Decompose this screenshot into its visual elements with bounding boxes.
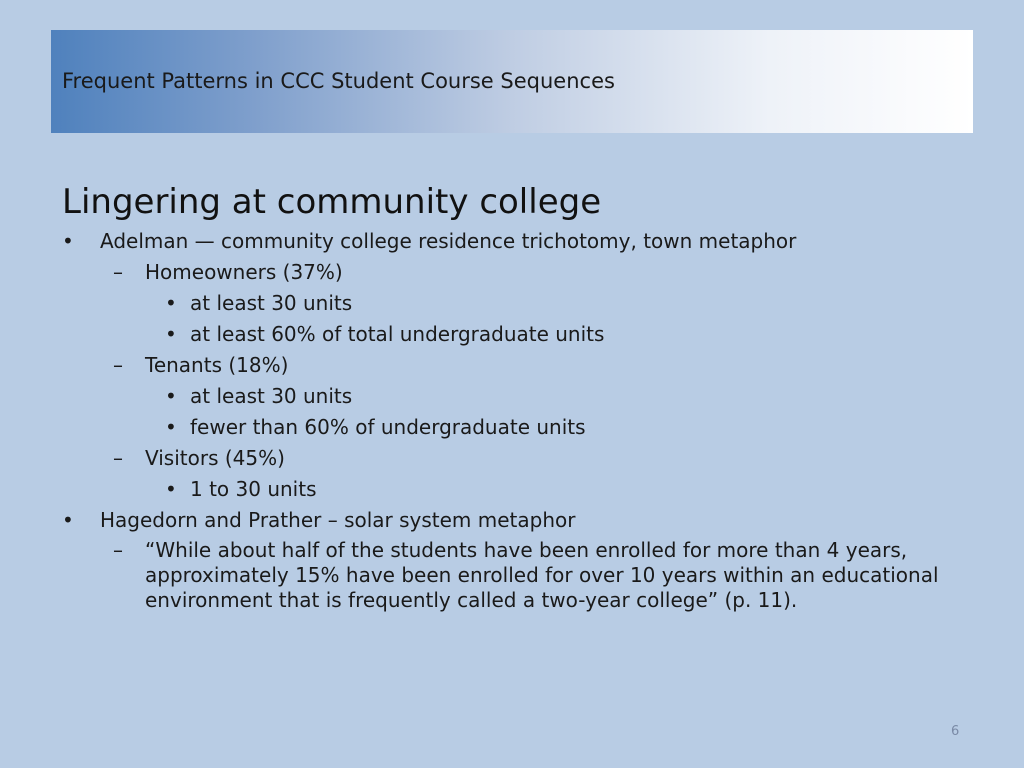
bullet-text: Hagedorn and Prather – solar system metaphor: [100, 508, 576, 532]
bullet-marker: •: [165, 477, 177, 501]
bullet-adelman: [62, 226, 982, 257]
subsubbullet-text: at least 60% of total undergraduate units: [190, 322, 605, 346]
bullet-marker: •: [62, 229, 74, 253]
subsubbullet-visitors-1: [62, 474, 982, 505]
subbullet-text: Tenants (18%): [145, 353, 289, 377]
dash-marker: –: [113, 260, 123, 284]
bullet-hagedorn: [62, 505, 982, 536]
bullet-marker: •: [165, 415, 177, 439]
subbullet-tenants: [62, 350, 982, 381]
quote-line: approximately 15% have been enrolled for over 10 years within an educational: [145, 563, 939, 587]
subbullet-quote: [62, 538, 982, 613]
bullet-text: Adelman — community college residence trichotomy, town metaphor: [100, 229, 797, 253]
subsubbullet-text: fewer than 60% of undergraduate units: [190, 415, 586, 439]
subsubbullet-tenants-2: [62, 412, 982, 443]
quote-line: environment that is frequently called a two-year college” (p. 11).: [145, 588, 798, 612]
bullet-marker: •: [165, 322, 177, 346]
subsubbullet-text: at least 30 units: [190, 384, 353, 408]
slide-header-title: Frequent Patterns in CCC Student Course Sequences: [62, 69, 615, 93]
subsubbullet-text: at least 30 units: [190, 291, 353, 315]
dash-marker: –: [113, 446, 123, 470]
subbullet-homeowners: [62, 257, 982, 288]
subsubbullet-text: 1 to 30 units: [190, 477, 317, 501]
subsubbullet-homeowners-2: [62, 319, 982, 350]
subbullet-text: Visitors (45%): [145, 446, 285, 470]
section-title: Lingering at community college: [62, 182, 602, 222]
bullet-marker: •: [165, 291, 177, 315]
quote-line: “While about half of the students have been enrolled for more than 4 years,: [145, 538, 908, 562]
subbullet-visitors: [62, 443, 982, 474]
slide-content: [62, 180, 982, 613]
bullet-marker: •: [62, 508, 74, 532]
page-number: 6: [951, 724, 960, 739]
subbullet-text: Homeowners (37%): [145, 260, 343, 284]
dash-marker: –: [113, 353, 123, 377]
dash-marker: –: [113, 538, 123, 562]
header-bar: [51, 30, 973, 133]
subsubbullet-homeowners-1: [62, 288, 982, 319]
subsubbullet-tenants-1: [62, 381, 982, 412]
bullet-marker: •: [165, 384, 177, 408]
